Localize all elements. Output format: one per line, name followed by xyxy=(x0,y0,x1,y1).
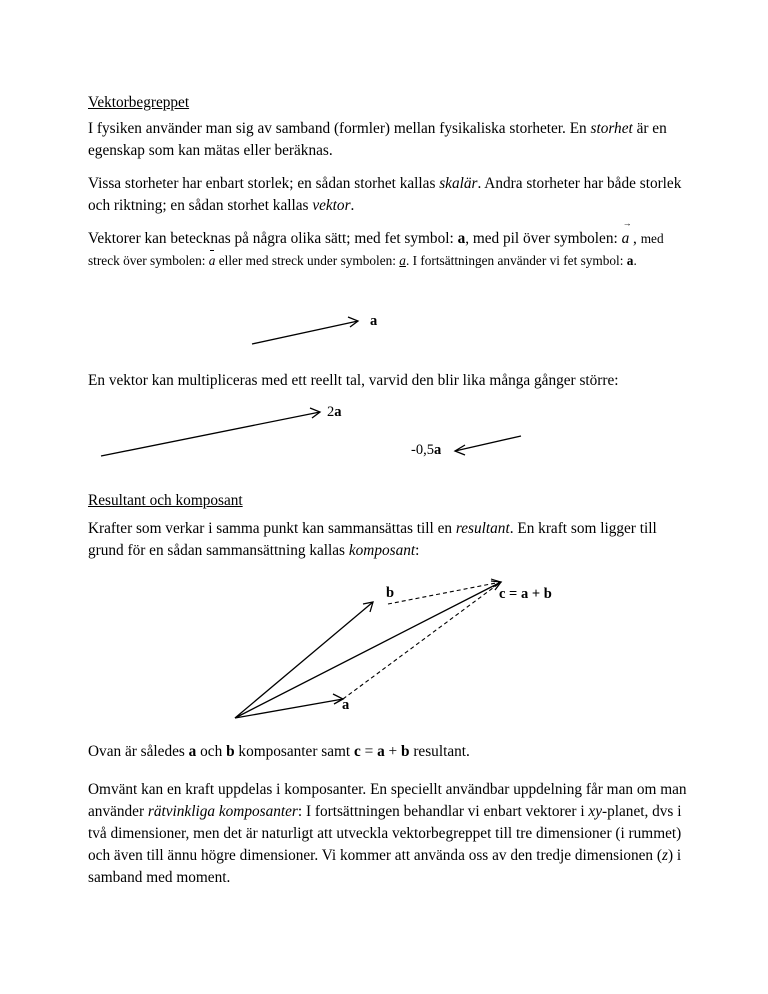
text: = xyxy=(360,743,378,760)
paragraph-summary xyxy=(88,741,688,763)
text: . I fortsättningen använder vi fet symbol: xyxy=(405,253,627,268)
paragraph-multiplication: En vektor kan multipliceras med ett reellt tal, varvid den blir lika många gånger större: xyxy=(88,372,619,389)
text: , med pil över symbolen: xyxy=(465,230,622,247)
bold-symbol-b: b xyxy=(226,743,235,760)
paragraph-resultant xyxy=(88,518,688,562)
term-z: z xyxy=(661,847,668,864)
bold-symbol-a: a xyxy=(433,442,442,458)
heading-vektorbegreppet: Vektorbegreppet xyxy=(88,94,190,111)
text: . En kraft som ligger till grund för en sådan sammansättning kallas xyxy=(88,520,657,559)
text: Omvänt kan en kraft uppdelas i komposanter. En speciellt användbar uppdelning får man om man använder xyxy=(88,781,687,820)
term-resultant: resultant xyxy=(455,520,510,537)
bold-symbol-b: b xyxy=(401,743,410,760)
text: : xyxy=(415,542,420,559)
text: Vissa storheter har enbart storlek; en sådan storhet kallas xyxy=(88,175,440,192)
underlined-symbol-a: a xyxy=(399,253,406,268)
text: -planet, dvs i två dimensioner, men det är naturligt att utveckla vektorbegreppet till tre dimensioner (i rummet) och även till ännu högre dimensioner. Vi kommer att använda oss av den tredje dimensionen ( xyxy=(88,803,682,864)
term-storhet: storhet xyxy=(590,120,633,137)
paragraph-components xyxy=(88,779,688,889)
term-skalar: skalär xyxy=(439,175,478,192)
text: Vektorer kan betecknas på några olika sätt; med fet symbol: xyxy=(88,230,458,247)
text: Krafter som verkar i samma punkt kan sammansättas till en xyxy=(88,520,456,537)
text: ) i samband med moment. xyxy=(88,847,682,886)
vector-b-arrow xyxy=(235,602,373,718)
vector-a-component-arrow xyxy=(235,699,343,718)
text: -0,5 xyxy=(411,442,434,458)
text: Ovan är således xyxy=(88,743,189,760)
label-neg-half-a xyxy=(411,442,441,458)
bold-symbol-a: a xyxy=(188,743,197,760)
bold-symbol-a: a xyxy=(377,743,385,760)
text: resultant. xyxy=(409,743,470,760)
label-b: b xyxy=(386,585,395,601)
term-komposant: komposant xyxy=(348,542,416,559)
label-a: a xyxy=(370,313,378,329)
label-c-equals-a-plus-b: c = a + b xyxy=(499,586,552,602)
bold-symbol-a: a xyxy=(334,404,342,420)
vector-2a-arrow xyxy=(101,412,320,456)
text: I fysiken använder man sig av samband (formler) mellan fysikaliska storheter. En xyxy=(88,120,591,137)
arrow-accent-icon: → xyxy=(622,218,632,228)
text: komposanter samt xyxy=(234,743,354,760)
dashed-line-a-to-c xyxy=(343,582,501,699)
label-a-component: a xyxy=(342,697,350,713)
text: 2 xyxy=(327,404,335,420)
text: . xyxy=(350,197,355,214)
text: med streck över symbolen: xyxy=(88,231,664,268)
symbol-a: a xyxy=(208,253,216,268)
bold-symbol-a: a xyxy=(457,230,466,247)
text: , xyxy=(629,230,641,247)
bold-symbol-c: c xyxy=(353,743,361,760)
text: + xyxy=(384,743,401,760)
text: eller med streck under symbolen: xyxy=(215,253,400,268)
symbol-a: a xyxy=(621,230,630,247)
bold-symbol-a: a xyxy=(626,253,634,268)
text: : I fortsättningen behandlar vi enbart vektorer i xyxy=(297,803,589,820)
vector-a-arrow xyxy=(252,321,358,344)
text: är en egenskap som kan mätas eller beräknas. xyxy=(88,120,667,159)
term-ratvinkliga-komposanter: rätvinkliga komposanter xyxy=(147,803,298,820)
heading-resultant-komposant: Resultant och komposant xyxy=(88,492,243,509)
text: och xyxy=(196,743,227,760)
term-xy: xy xyxy=(588,803,603,820)
label-2a xyxy=(327,404,342,420)
text: . Andra storheter har både storlek och riktning; en sådan storhet kallas xyxy=(88,175,682,214)
term-vektor: vektor xyxy=(312,197,351,214)
dashed-line-b-to-c xyxy=(388,582,501,604)
vector-neg-half-a-arrow xyxy=(455,436,521,451)
text: . xyxy=(633,253,637,268)
